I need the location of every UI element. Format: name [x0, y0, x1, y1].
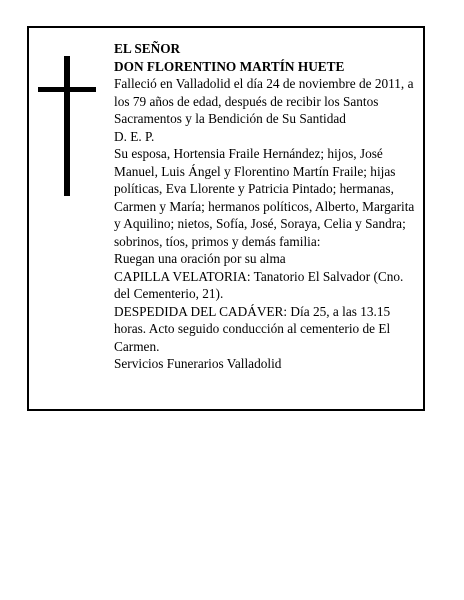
chapel-info: CAPILLA VELATORIA: Tanatorio El Salvador (Cno. del Cementerio, 21). — [114, 268, 404, 301]
farewell-info: DESPEDIDA DEL CADÁVER: Día 25, a las 13.15 horas. Acto seguido conducción al cementerio de El Carmen. — [114, 303, 391, 354]
title-line-1: EL SEÑOR — [114, 41, 181, 56]
cross-icon — [64, 56, 70, 196]
deceased-name: DON FLORENTINO MARTÍN HUETE — [114, 58, 345, 74]
obituary-text — [114, 40, 419, 373]
funeral-services: Servicios Funerarios Valladolid — [114, 356, 282, 371]
death-statement: Falleció en Valladolid el día 24 de noviembre de 2011, a los 79 años de edad, después de recibir los Santos Sacramentos y la Bendición de Su Santidad — [114, 76, 414, 126]
prayer-line: Ruegan una oración por su alma — [114, 251, 286, 266]
cross-icon-arm — [38, 87, 96, 92]
family-list: Su esposa, Hortensia Fraile Hernández; hijos, José Manuel, Luis Ángel y Florentino Martín Fraile; hijas políticas, Eva Llorente y Patricia Pintado; hermanas, Carmen y María; hermanos políticos, Alberto, Margarita y Aquilino; nietos, Sofía, José, Soraya, Celia y Sandra; sobrinos, tíos, primos y demás familia: — [114, 146, 415, 249]
dep-line: D. E. P. — [114, 128, 155, 144]
